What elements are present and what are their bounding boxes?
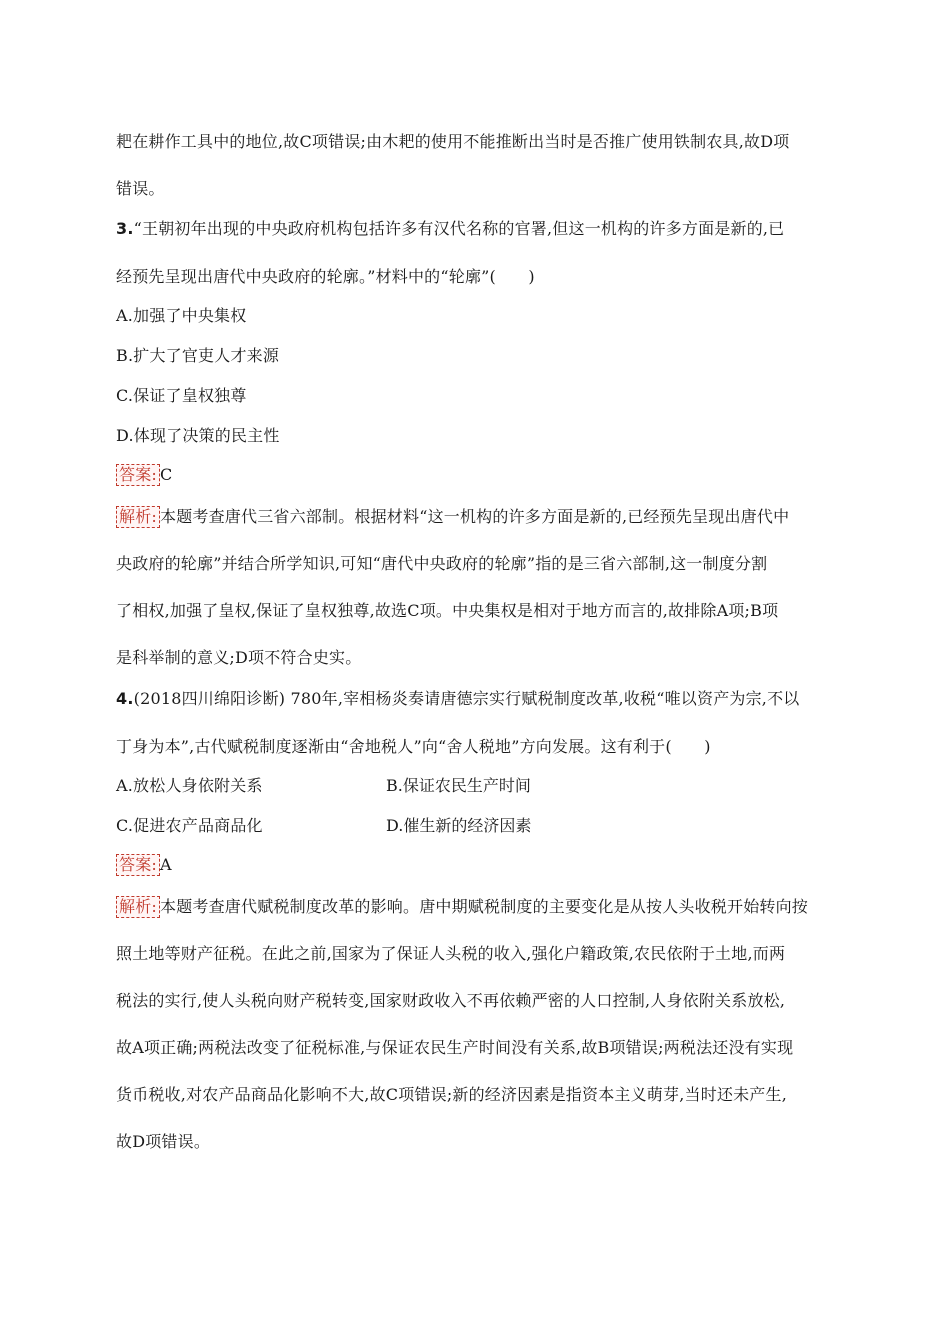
- analysis-label: 解析:: [116, 896, 160, 918]
- answer-label: 答案:: [116, 854, 160, 876]
- q3-option-d: D.体现了决策的民主性: [116, 426, 280, 445]
- q4-stem-text: (2018四川绵阳诊断) 780年,宰相杨炎奏请唐德宗实行赋税制度改革,收税“唯以资产为宗,不以: [133, 689, 800, 708]
- q3-stem-text: “王朝初年出现的中央政府机构包括许多有汉代名称的官署,但这一机构的许多方面是新的,已: [133, 219, 785, 238]
- q4-stem-cont: 丁身为本”,古代赋税制度逐渐由“舍地税人”向“舍人税地”方向发展。这有利于( ): [116, 737, 711, 756]
- analysis-text: 本题考查唐代赋税制度改革的影响。唐中期赋税制度的主要变化是从按人头收税开始转向按: [160, 897, 809, 916]
- q3-stem-cont: 经预先呈现出唐代中央政府的轮廓。”材料中的“轮廓”( ): [116, 267, 535, 286]
- q4-option-d: D.催生新的经济因素: [386, 816, 532, 835]
- q3-analysis-line: 了相权,加强了皇权,保证了皇权独尊,故选C项。中央集权是相对于地方而言的,故排除A项;B项: [116, 601, 779, 620]
- q4-stem: [116, 688, 836, 710]
- q4-answer: [116, 854, 836, 876]
- answer-value: C: [160, 465, 173, 484]
- q4-analysis-line: 故A项正确;两税法改变了征税标准,与保证农民生产时间没有关系,故B项错误;两税法还没有实现: [116, 1038, 794, 1057]
- prev-explanation-line: 耙在耕作工具中的地位,故C项错误;由木耙的使用不能推断出当时是否推广使用铁制农具,故D项: [116, 132, 790, 151]
- q3-option-c: C.保证了皇权独尊: [116, 386, 247, 405]
- q4-option-b: B.保证农民生产时间: [386, 776, 531, 795]
- q3-stem: [116, 218, 836, 240]
- q4-analysis-line: [116, 896, 836, 918]
- q4-analysis-line: 照土地等财产征税。在此之前,国家为了保证人头税的收入,强化户籍政策,农民依附于土地,而两: [116, 944, 786, 963]
- q3-number: 3.: [116, 219, 134, 238]
- q4-analysis-line: 货币税收,对农产品商品化影响不大,故C项错误;新的经济因素是指资本主义萌芽,当时还未产生,: [116, 1085, 787, 1104]
- q3-option-a: A.加强了中央集权: [116, 306, 247, 325]
- answer-value: A: [160, 855, 172, 874]
- q3-option-b: B.扩大了官吏人才来源: [116, 346, 280, 365]
- q4-analysis-line: 税法的实行,使人头税向财产税转变,国家财政收入不再依赖严密的人口控制,人身依附关系放松,: [116, 991, 786, 1010]
- analysis-text: 本题考查唐代三省六部制。根据材料“这一机构的许多方面是新的,已经预先呈现出唐代中: [160, 507, 790, 526]
- q4-option-c: C.促进农产品商品化: [116, 816, 263, 835]
- q3-answer: [116, 464, 836, 486]
- q3-analysis-line: [116, 506, 836, 528]
- prev-explanation-line: 错误。: [116, 179, 165, 198]
- q4-option-a: A.放松人身依附关系: [116, 776, 263, 795]
- answer-label: 答案:: [116, 464, 160, 486]
- q4-analysis-line: 故D项错误。: [116, 1132, 211, 1151]
- q4-number: 4.: [116, 689, 134, 708]
- q3-analysis-line: 央政府的轮廓”并结合所学知识,可知“唐代中央政府的轮廓”指的是三省六部制,这一制度分割: [116, 554, 768, 573]
- q3-analysis-line: 是科举制的意义;D项不符合史实。: [116, 648, 362, 667]
- analysis-label: 解析:: [116, 506, 160, 528]
